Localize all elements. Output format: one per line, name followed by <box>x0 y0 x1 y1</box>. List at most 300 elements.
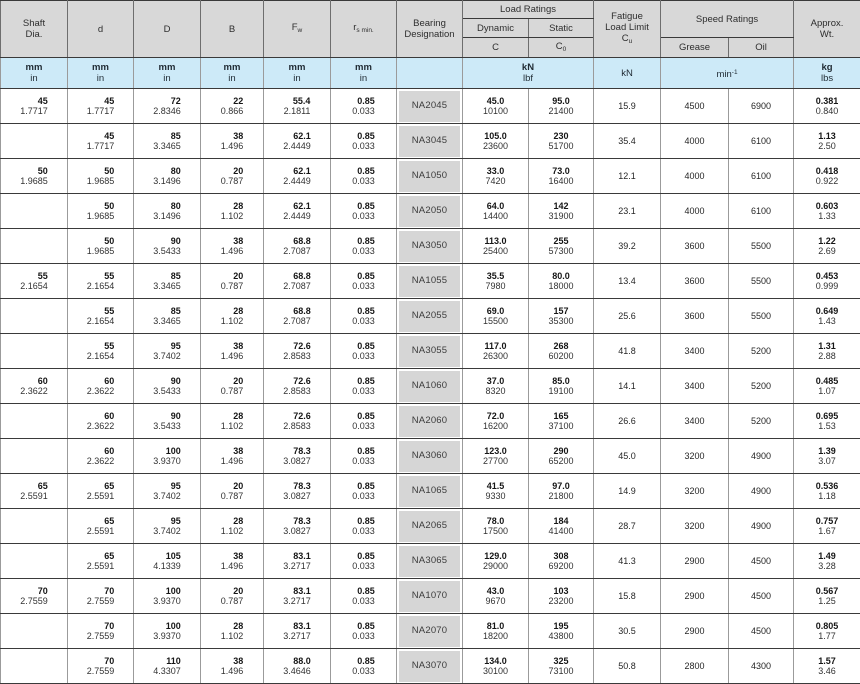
col-header-fatigue-cu-sub: u <box>628 38 633 45</box>
cell-speed-oil: 4900 <box>729 509 794 544</box>
cell-static-c0: 80.0 18000 <box>529 264 594 299</box>
col-header-fw-base: F <box>291 22 298 33</box>
cell-outer-diameter: 90 3.5433 <box>134 369 201 404</box>
cell-shaft-dia <box>1 299 68 334</box>
cell-weight: 0.695 1.53 <box>794 404 860 439</box>
cell-shaft-dia <box>1 649 68 684</box>
cell-bearing-designation: NA3045 <box>397 124 463 159</box>
cell-shaft-dia: 65 2.5591 <box>1 474 68 509</box>
cell-outer-diameter: 80 3.1496 <box>134 194 201 229</box>
unit-kg: kg <box>821 62 833 73</box>
cell-d: 70 2.7559 <box>68 649 134 684</box>
cell-width-b: 38 1.496 <box>201 124 264 159</box>
col-header-dynamic <box>463 19 529 38</box>
table-row <box>1 579 860 614</box>
cell-dynamic-c: 129.0 29000 <box>463 544 529 579</box>
cell-speed-grease: 2800 <box>661 649 729 684</box>
col-header-grease <box>661 38 729 58</box>
unit-shaft-dia <box>1 58 68 89</box>
cell-width-b: 20 0.787 <box>201 159 264 194</box>
cell-bearing-designation: NA3050 <box>397 229 463 264</box>
col-header-approx-wt <box>794 1 860 58</box>
cell-d: 50 1.9685 <box>68 159 134 194</box>
cell-bearing-designation: NA1070 <box>397 579 463 614</box>
cell-fw: 55.4 2.1811 <box>264 89 331 124</box>
col-header-outer-diameter <box>134 1 201 58</box>
cell-fatigue-cu: 15.9 <box>594 89 661 124</box>
cell-rs-min: 0.85 0.033 <box>331 404 397 439</box>
unit-mm: mm <box>288 62 306 73</box>
col-header-bearing-line2: Designation <box>404 29 455 40</box>
cell-rs-min: 0.85 0.033 <box>331 89 397 124</box>
table-row <box>1 474 860 509</box>
cell-bearing-designation: NA2070 <box>397 614 463 649</box>
cell-d: 60 2.3622 <box>68 439 134 474</box>
cell-speed-oil: 4500 <box>729 579 794 614</box>
table-body <box>1 89 860 684</box>
col-header-grease-label: Grease <box>678 42 711 53</box>
col-header-static <box>529 19 594 38</box>
cell-weight: 1.22 2.69 <box>794 229 860 264</box>
col-header-shaft-dia-line2: Dia. <box>25 29 43 40</box>
cell-rs-min: 0.85 0.033 <box>331 649 397 684</box>
col-header-fatigue-line1: Fatigue <box>611 11 643 22</box>
col-header-c0 <box>529 38 594 58</box>
col-header-fw-sub: w <box>297 27 303 34</box>
unit-min: min <box>716 68 732 80</box>
col-header-load-ratings <box>463 1 594 19</box>
cell-rs-min: 0.85 0.033 <box>331 544 397 579</box>
cell-speed-oil: 6100 <box>729 159 794 194</box>
unit-lbf: lbf <box>522 73 534 84</box>
cell-fw: 72.6 2.8583 <box>264 334 331 369</box>
cell-rs-min: 0.85 0.033 <box>331 334 397 369</box>
col-header-rs-min <box>331 1 397 58</box>
cell-dynamic-c: 113.0 25400 <box>463 229 529 264</box>
unit-kn-fatigue: kN <box>621 67 633 79</box>
cell-fw: 62.1 2.4449 <box>264 159 331 194</box>
cell-fw: 68.8 2.7087 <box>264 229 331 264</box>
cell-width-b: 20 0.787 <box>201 369 264 404</box>
col-header-outer-diameter-label: D <box>163 23 171 35</box>
cell-static-c0: 142 31900 <box>529 194 594 229</box>
cell-shaft-dia: 45 1.7717 <box>1 89 68 124</box>
cell-shaft-dia <box>1 509 68 544</box>
cell-speed-grease: 3600 <box>661 229 729 264</box>
cell-outer-diameter: 80 3.1496 <box>134 159 201 194</box>
cell-speed-oil: 6900 <box>729 89 794 124</box>
cell-width-b: 20 0.787 <box>201 579 264 614</box>
unit-d <box>68 58 134 89</box>
unit-rs-min <box>331 58 397 89</box>
col-header-fatigue-line2: Load Limit <box>605 22 649 33</box>
cell-fw: 83.1 3.2717 <box>264 579 331 614</box>
cell-fw: 68.8 2.7087 <box>264 264 331 299</box>
cell-outer-diameter: 90 3.5433 <box>134 229 201 264</box>
unit-outer-diameter <box>134 58 201 89</box>
cell-bearing-designation: NA2045 <box>397 89 463 124</box>
cell-fatigue-cu: 30.5 <box>594 614 661 649</box>
unit-in: in <box>359 73 368 84</box>
cell-speed-grease: 3600 <box>661 264 729 299</box>
cell-static-c0: 308 69200 <box>529 544 594 579</box>
cell-fw: 78.3 3.0827 <box>264 439 331 474</box>
cell-outer-diameter: 85 3.3465 <box>134 299 201 334</box>
cell-fatigue-cu: 41.3 <box>594 544 661 579</box>
col-header-static-label: Static <box>549 22 573 34</box>
cell-bearing-designation: NA1060 <box>397 369 463 404</box>
unit-in: in <box>96 73 105 84</box>
col-header-speed-ratings <box>661 1 794 38</box>
cell-fw: 78.3 3.0827 <box>264 509 331 544</box>
col-header-fatigue-cu-base: C <box>621 33 629 44</box>
cell-speed-grease: 4000 <box>661 159 729 194</box>
cell-weight: 1.57 3.46 <box>794 649 860 684</box>
col-header-c-label: C <box>492 42 499 53</box>
cell-width-b: 28 1.102 <box>201 404 264 439</box>
cell-fatigue-cu: 14.1 <box>594 369 661 404</box>
cell-dynamic-c: 35.5 7980 <box>463 264 529 299</box>
table-row <box>1 194 860 229</box>
cell-speed-oil: 5200 <box>729 334 794 369</box>
cell-outer-diameter: 110 4.3307 <box>134 649 201 684</box>
cell-dynamic-c: 41.5 9330 <box>463 474 529 509</box>
cell-shaft-dia: 55 2.1654 <box>1 264 68 299</box>
unit-designation-empty <box>397 58 463 89</box>
cell-static-c0: 73.0 16400 <box>529 159 594 194</box>
cell-rs-min: 0.85 0.033 <box>331 124 397 159</box>
cell-speed-grease: 3600 <box>661 299 729 334</box>
cell-outer-diameter: 72 2.8346 <box>134 89 201 124</box>
col-header-approx-line2: Wt. <box>819 29 835 40</box>
cell-speed-grease: 3200 <box>661 439 729 474</box>
cell-speed-grease: 4000 <box>661 194 729 229</box>
cell-static-c0: 325 73100 <box>529 649 594 684</box>
cell-weight: 0.649 1.43 <box>794 299 860 334</box>
unit-width-b <box>201 58 264 89</box>
cell-d: 45 1.7717 <box>68 124 134 159</box>
cell-speed-grease: 2900 <box>661 544 729 579</box>
cell-shaft-dia <box>1 334 68 369</box>
cell-speed-grease: 2900 <box>661 579 729 614</box>
cell-shaft-dia <box>1 124 68 159</box>
cell-bearing-designation: NA3070 <box>397 649 463 684</box>
col-header-load-ratings-label: Load Ratings <box>500 4 556 15</box>
col-header-d <box>68 1 134 58</box>
cell-rs-min: 0.85 0.033 <box>331 509 397 544</box>
cell-static-c0: 195 43800 <box>529 614 594 649</box>
cell-speed-oil: 5500 <box>729 264 794 299</box>
cell-dynamic-c: 64.0 14400 <box>463 194 529 229</box>
cell-fw: 88.0 3.4646 <box>264 649 331 684</box>
cell-dynamic-c: 105.0 23600 <box>463 124 529 159</box>
cell-outer-diameter: 95 3.7402 <box>134 334 201 369</box>
cell-weight: 0.536 1.18 <box>794 474 860 509</box>
cell-dynamic-c: 45.0 10100 <box>463 89 529 124</box>
cell-shaft-dia <box>1 614 68 649</box>
cell-shaft-dia <box>1 194 68 229</box>
cell-width-b: 38 1.496 <box>201 334 264 369</box>
cell-weight: 1.49 3.28 <box>794 544 860 579</box>
unit-in: in <box>163 73 171 84</box>
cell-fatigue-cu: 25.6 <box>594 299 661 334</box>
cell-static-c0: 157 35300 <box>529 299 594 334</box>
cell-bearing-designation: NA3065 <box>397 544 463 579</box>
cell-weight: 0.418 0.922 <box>794 159 860 194</box>
cell-static-c0: 165 37100 <box>529 404 594 439</box>
cell-d: 65 2.5591 <box>68 474 134 509</box>
cell-d: 60 2.3622 <box>68 369 134 404</box>
table-row <box>1 159 860 194</box>
unit-mm: mm <box>355 62 372 73</box>
table-row <box>1 544 860 579</box>
table-row <box>1 509 860 544</box>
cell-bearing-designation: NA1055 <box>397 264 463 299</box>
table-row <box>1 124 860 159</box>
cell-fw: 62.1 2.4449 <box>264 124 331 159</box>
cell-d: 55 2.1654 <box>68 334 134 369</box>
cell-fw: 83.1 3.2717 <box>264 614 331 649</box>
cell-shaft-dia <box>1 229 68 264</box>
col-header-approx-line1: Approx. <box>810 18 844 29</box>
cell-rs-min: 0.85 0.033 <box>331 264 397 299</box>
cell-weight: 0.805 1.77 <box>794 614 860 649</box>
unit-mm: mm <box>158 62 176 73</box>
cell-dynamic-c: 72.0 16200 <box>463 404 529 439</box>
unit-weight <box>794 58 860 89</box>
cell-width-b: 38 1.496 <box>201 229 264 264</box>
col-header-width-b-label: B <box>228 23 236 35</box>
cell-fw: 68.8 2.7087 <box>264 299 331 334</box>
cell-fatigue-cu: 14.9 <box>594 474 661 509</box>
table-row <box>1 229 860 264</box>
cell-fatigue-cu: 13.4 <box>594 264 661 299</box>
unit-min-exponent: -1 <box>731 68 738 76</box>
cell-shaft-dia: 60 2.3622 <box>1 369 68 404</box>
cell-dynamic-c: 134.0 30100 <box>463 649 529 684</box>
cell-outer-diameter: 100 3.9370 <box>134 579 201 614</box>
cell-weight: 0.603 1.33 <box>794 194 860 229</box>
cell-shaft-dia: 50 1.9685 <box>1 159 68 194</box>
cell-width-b: 28 1.102 <box>201 614 264 649</box>
cell-d: 45 1.7717 <box>68 89 134 124</box>
cell-static-c0: 85.0 19100 <box>529 369 594 404</box>
col-header-fatigue-load-limit <box>594 1 661 58</box>
cell-bearing-designation: NA1065 <box>397 474 463 509</box>
cell-d: 55 2.1654 <box>68 299 134 334</box>
cell-rs-min: 0.85 0.033 <box>331 579 397 614</box>
cell-weight: 1.31 2.88 <box>794 334 860 369</box>
cell-rs-min: 0.85 0.033 <box>331 614 397 649</box>
unit-fw <box>264 58 331 89</box>
cell-speed-oil: 5500 <box>729 299 794 334</box>
col-header-c0-sub: 0 <box>562 45 567 53</box>
col-header-oil <box>729 38 794 58</box>
cell-static-c0: 290 65200 <box>529 439 594 474</box>
cell-speed-grease: 3200 <box>661 474 729 509</box>
cell-shaft-dia <box>1 439 68 474</box>
cell-rs-min: 0.85 0.033 <box>331 474 397 509</box>
cell-weight: 1.13 2.50 <box>794 124 860 159</box>
cell-outer-diameter: 100 3.9370 <box>134 614 201 649</box>
cell-width-b: 28 1.102 <box>201 299 264 334</box>
cell-speed-oil: 6100 <box>729 194 794 229</box>
cell-d: 70 2.7559 <box>68 614 134 649</box>
cell-fw: 83.1 3.2717 <box>264 544 331 579</box>
cell-width-b: 20 0.787 <box>201 474 264 509</box>
cell-fatigue-cu: 35.4 <box>594 124 661 159</box>
cell-static-c0: 268 60200 <box>529 334 594 369</box>
cell-dynamic-c: 33.0 7420 <box>463 159 529 194</box>
unit-in: in <box>30 73 38 84</box>
cell-bearing-designation: NA1050 <box>397 159 463 194</box>
unit-mm: mm <box>25 62 43 73</box>
unit-speed <box>661 58 794 89</box>
unit-mm: mm <box>92 62 109 73</box>
cell-speed-oil: 4900 <box>729 439 794 474</box>
units-row <box>1 58 860 89</box>
cell-outer-diameter: 100 3.9370 <box>134 439 201 474</box>
unit-in: in <box>293 73 301 84</box>
cell-dynamic-c: 37.0 8320 <box>463 369 529 404</box>
unit-in: in <box>228 73 236 84</box>
cell-outer-diameter: 105 4.1339 <box>134 544 201 579</box>
cell-width-b: 20 0.787 <box>201 264 264 299</box>
cell-fatigue-cu: 50.8 <box>594 649 661 684</box>
cell-speed-grease: 3400 <box>661 369 729 404</box>
table-row <box>1 614 860 649</box>
cell-weight: 1.39 3.07 <box>794 439 860 474</box>
cell-static-c0: 184 41400 <box>529 509 594 544</box>
cell-fatigue-cu: 45.0 <box>594 439 661 474</box>
cell-rs-min: 0.85 0.033 <box>331 299 397 334</box>
cell-speed-oil: 4900 <box>729 474 794 509</box>
cell-d: 65 2.5591 <box>68 509 134 544</box>
cell-width-b: 38 1.496 <box>201 544 264 579</box>
cell-width-b: 28 1.102 <box>201 509 264 544</box>
cell-dynamic-c: 78.0 17500 <box>463 509 529 544</box>
cell-speed-oil: 5200 <box>729 404 794 439</box>
cell-speed-oil: 5200 <box>729 369 794 404</box>
cell-rs-min: 0.85 0.033 <box>331 369 397 404</box>
table-row <box>1 649 860 684</box>
cell-bearing-designation: NA3055 <box>397 334 463 369</box>
cell-static-c0: 255 57300 <box>529 229 594 264</box>
col-header-dynamic-label: Dynamic <box>477 22 514 34</box>
cell-width-b: 38 1.496 <box>201 649 264 684</box>
cell-width-b: 38 1.496 <box>201 439 264 474</box>
cell-fatigue-cu: 12.1 <box>594 159 661 194</box>
unit-lbs: lbs <box>820 73 834 84</box>
cell-speed-grease: 3400 <box>661 404 729 439</box>
cell-d: 70 2.7559 <box>68 579 134 614</box>
cell-rs-min: 0.85 0.033 <box>331 229 397 264</box>
unit-kn: kN <box>521 62 535 73</box>
cell-speed-oil: 5500 <box>729 229 794 264</box>
col-header-shaft-dia <box>1 1 68 58</box>
cell-bearing-designation: NA2050 <box>397 194 463 229</box>
col-header-width-b <box>201 1 264 58</box>
cell-fw: 62.1 2.4449 <box>264 194 331 229</box>
cell-weight: 0.453 0.999 <box>794 264 860 299</box>
table-row <box>1 439 860 474</box>
cell-fatigue-cu: 41.8 <box>594 334 661 369</box>
cell-fatigue-cu: 15.8 <box>594 579 661 614</box>
cell-speed-oil: 4500 <box>729 614 794 649</box>
cell-fatigue-cu: 26.6 <box>594 404 661 439</box>
cell-speed-oil: 4300 <box>729 649 794 684</box>
col-header-c <box>463 38 529 58</box>
cell-speed-grease: 3200 <box>661 509 729 544</box>
col-header-shaft-dia-line1: Shaft <box>22 18 46 29</box>
cell-bearing-designation: NA2065 <box>397 509 463 544</box>
col-header-speed-ratings-label: Speed Ratings <box>695 13 759 25</box>
cell-fw: 72.6 2.8583 <box>264 369 331 404</box>
cell-d: 50 1.9685 <box>68 194 134 229</box>
col-header-fw <box>264 1 331 58</box>
cell-shaft-dia <box>1 544 68 579</box>
cell-outer-diameter: 85 3.3465 <box>134 264 201 299</box>
col-header-d-label: d <box>97 23 104 35</box>
cell-weight: 0.757 1.67 <box>794 509 860 544</box>
col-header-rs-base: r <box>353 22 357 33</box>
cell-static-c0: 230 51700 <box>529 124 594 159</box>
col-header-bearing-line1: Bearing <box>413 18 446 29</box>
cell-fatigue-cu: 28.7 <box>594 509 661 544</box>
table-row <box>1 299 860 334</box>
cell-speed-oil: 4500 <box>729 544 794 579</box>
cell-d: 55 2.1654 <box>68 264 134 299</box>
cell-outer-diameter: 90 3.5433 <box>134 404 201 439</box>
cell-outer-diameter: 95 3.7402 <box>134 474 201 509</box>
cell-speed-grease: 4000 <box>661 124 729 159</box>
cell-dynamic-c: 123.0 27700 <box>463 439 529 474</box>
cell-rs-min: 0.85 0.033 <box>331 159 397 194</box>
cell-fatigue-cu: 39.2 <box>594 229 661 264</box>
cell-dynamic-c: 69.0 15500 <box>463 299 529 334</box>
table-row <box>1 334 860 369</box>
cell-fw: 78.3 3.0827 <box>264 474 331 509</box>
table-header <box>1 1 860 89</box>
cell-width-b: 28 1.102 <box>201 194 264 229</box>
col-header-rs-sub: s min. <box>356 27 374 34</box>
cell-width-b: 22 0.866 <box>201 89 264 124</box>
col-header-c0-base: C <box>555 40 563 52</box>
cell-static-c0: 95.0 21400 <box>529 89 594 124</box>
cell-d: 50 1.9685 <box>68 229 134 264</box>
table-row <box>1 404 860 439</box>
table-row <box>1 264 860 299</box>
cell-static-c0: 97.0 21800 <box>529 474 594 509</box>
cell-speed-grease: 3400 <box>661 334 729 369</box>
cell-dynamic-c: 81.0 18200 <box>463 614 529 649</box>
cell-dynamic-c: 117.0 26300 <box>463 334 529 369</box>
cell-rs-min: 0.85 0.033 <box>331 439 397 474</box>
cell-outer-diameter: 85 3.3465 <box>134 124 201 159</box>
cell-shaft-dia <box>1 404 68 439</box>
cell-weight: 0.567 1.25 <box>794 579 860 614</box>
cell-weight: 0.485 1.07 <box>794 369 860 404</box>
cell-bearing-designation: NA3060 <box>397 439 463 474</box>
cell-speed-oil: 6100 <box>729 124 794 159</box>
cell-bearing-designation: NA2060 <box>397 404 463 439</box>
cell-rs-min: 0.85 0.033 <box>331 194 397 229</box>
cell-bearing-designation: NA2055 <box>397 299 463 334</box>
cell-weight: 0.381 0.840 <box>794 89 860 124</box>
cell-speed-grease: 2900 <box>661 614 729 649</box>
cell-outer-diameter: 95 3.7402 <box>134 509 201 544</box>
unit-mm: mm <box>223 62 241 73</box>
